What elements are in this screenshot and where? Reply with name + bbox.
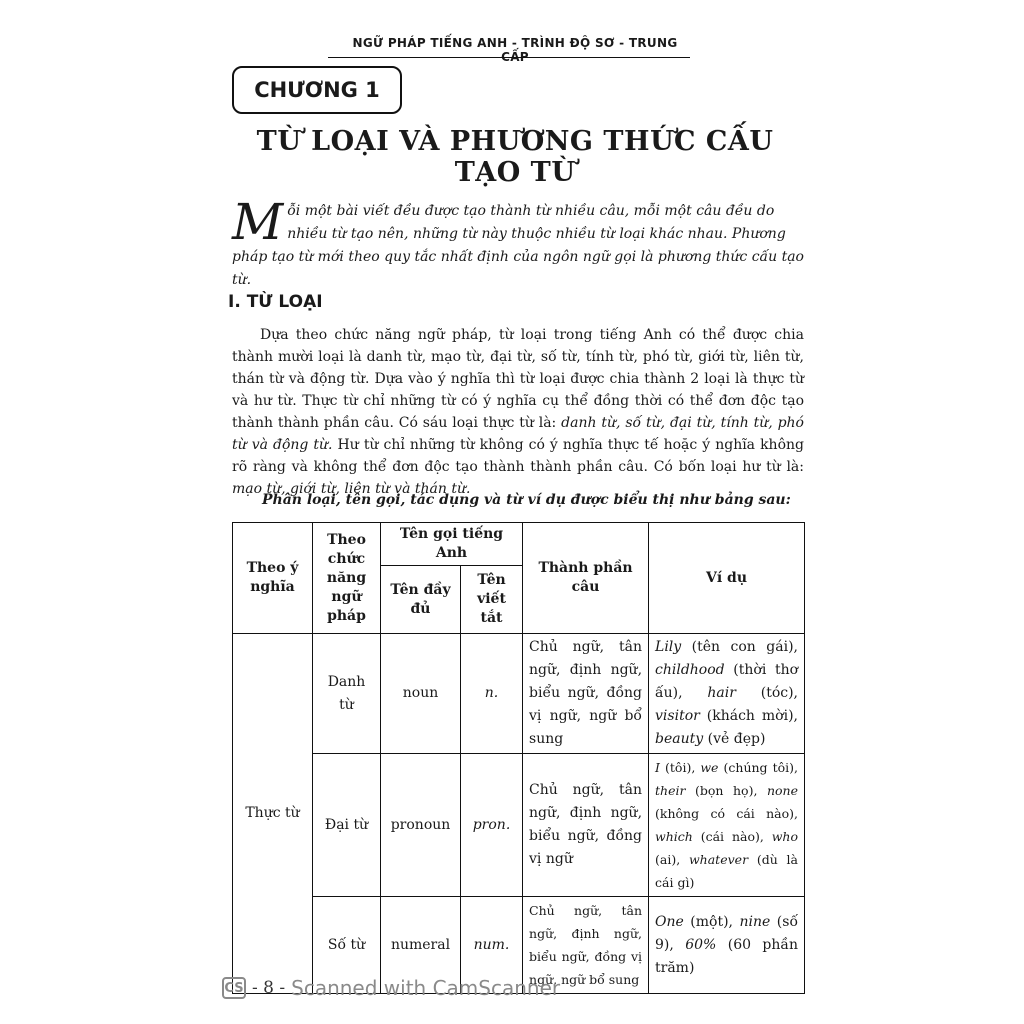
header-abbrev: Tên viết tắt xyxy=(461,566,523,634)
full-name-cell: pronoun xyxy=(381,754,461,897)
example-gloss: (60 phần trăm) xyxy=(655,936,798,976)
example-gloss: (tên con gái), xyxy=(681,639,799,655)
example-word: none xyxy=(766,783,799,798)
example-gloss: (dù là cái gì) xyxy=(655,852,799,890)
example-word: 60% xyxy=(685,936,717,953)
example-word: which xyxy=(655,829,693,844)
component-cell: Chủ ngữ, tân ngữ, định ngữ, biểu ngữ, đồng vị ngữ, ngữ bổ sung xyxy=(523,897,649,994)
header-english-name: Tên gọi tiếng Anh xyxy=(381,523,523,566)
header-sentence-component: Thành phần câu xyxy=(523,523,649,634)
running-header: NGỮ PHÁP TIẾNG ANH - TRÌNH ĐỘ SƠ - TRUNG CẤP xyxy=(352,36,678,64)
content-words-list: danh từ, số từ, đại từ, tính từ, phó từ và động từ. xyxy=(232,415,804,453)
example-gloss: (một), xyxy=(683,913,740,930)
word-class-table xyxy=(232,522,805,994)
example-word: who xyxy=(771,829,799,844)
body-text-a: Dựa theo chức năng ngữ pháp, từ loại trong tiếng Anh có thể được chia thành mười loại là danh từ, mạo từ, đại từ, số từ, tính từ, phó từ, giới từ, liên từ, thán từ và động từ. Dựa vào ý nghĩa thì từ loại được chia thành 2 loại là thực từ và hư từ. Thực từ chỉ những từ có ý nghĩa cụ thể đồng thời có thể đơn độc tạo thành thành phần câu. Có sáu loại thực từ là: xyxy=(232,327,804,431)
example-cell xyxy=(649,634,805,754)
component-cell: Chủ ngữ, tân ngữ, định ngữ, biểu ngữ, đồng vị ngữ xyxy=(523,754,649,897)
drop-cap: M xyxy=(232,193,284,251)
example-word: childhood xyxy=(655,662,725,678)
chapter-label-box xyxy=(232,66,402,114)
example-word: whatever xyxy=(688,852,749,867)
example-gloss: (chúng tôi), xyxy=(718,760,799,775)
function-cell: Số từ xyxy=(313,897,381,994)
example-gloss: (bọn họ), xyxy=(685,783,767,798)
group-cell: Thực từ xyxy=(233,634,313,994)
example-cell xyxy=(649,754,805,897)
function-cell: Danh từ xyxy=(313,634,381,754)
camscanner-watermark xyxy=(222,976,560,1000)
example-cell xyxy=(649,897,805,994)
camscanner-icon: CS xyxy=(222,977,246,999)
example-gloss: (khách mời), xyxy=(699,708,799,724)
component-cell: Chủ ngữ, tân ngữ, định ngữ, biểu ngữ, đồng vị ngữ, ngữ bổ sung xyxy=(523,634,649,754)
example-gloss: (vẻ đẹp) xyxy=(703,731,766,747)
example-word: One xyxy=(655,913,684,930)
example-word: nine xyxy=(739,913,771,930)
table-row xyxy=(233,634,805,754)
section-heading: I. TỪ LOẠI xyxy=(228,292,323,312)
table-header-row xyxy=(233,523,805,566)
header-meaning: Theo ý nghĩa xyxy=(233,523,313,634)
watermark-text: Scanned with CamScanner xyxy=(291,976,561,1000)
example-gloss: (số 9), xyxy=(655,913,799,953)
table-caption: Phân loại, tên gọi, tác dụng và từ ví dụ được biểu thị như bảng sau: xyxy=(262,492,791,508)
header-grammar-function: Theo chức năng ngữ pháp xyxy=(313,523,381,634)
header-rule xyxy=(328,57,690,58)
full-name-cell: numeral xyxy=(381,897,461,994)
example-gloss: (không có cái nào), xyxy=(655,806,799,821)
example-word: visitor xyxy=(655,708,700,724)
example-word: I xyxy=(655,760,660,775)
example-word: hair xyxy=(707,685,736,701)
example-word: their xyxy=(655,783,686,798)
full-name-cell: noun xyxy=(381,634,461,754)
example-gloss: (tôi), xyxy=(659,760,701,775)
example-gloss: (tóc), xyxy=(735,685,799,701)
example-gloss: (cái nào), xyxy=(692,829,772,844)
intro-paragraph xyxy=(232,193,804,292)
example-word: we xyxy=(700,760,719,775)
table-row xyxy=(233,754,805,897)
chapter-title: TỪ LOẠI VÀ PHƯƠNG THỨC CẤU TẠO TỪ xyxy=(256,126,774,188)
intro-text: ỗi một bài viết đều được tạo thành từ nhiều câu, mỗi một câu đều do nhiều từ tạo nên, những từ này thuộc nhiều từ loại khác nhau. Phương pháp tạo từ mới theo quy tắc nhất định của ngôn ngữ gọi là phương thức cấu tạo từ. xyxy=(232,203,804,288)
abbrev-cell: pron. xyxy=(461,754,523,897)
abbrev-cell: n. xyxy=(461,634,523,754)
function-cell: Đại từ xyxy=(313,754,381,897)
example-word: Lily xyxy=(655,639,682,655)
chapter-label: CHƯƠNG 1 xyxy=(254,78,380,102)
body-paragraph xyxy=(232,324,804,500)
header-full-name: Tên đầy đủ xyxy=(381,566,461,634)
example-gloss: (thời thơ ấu), xyxy=(655,662,799,701)
function-words-list: mạo từ, giới từ, liên từ và thán từ. xyxy=(232,481,471,497)
body-text-b: Hư từ chỉ những từ không có ý nghĩa thực tế hoặc ý nghĩa không rõ ràng và không thể đơn độc tạo thành thành phần câu. Có bốn loại hư từ là: xyxy=(232,437,804,475)
example-gloss: (ai), xyxy=(655,852,689,867)
example-word: beauty xyxy=(655,731,704,747)
page-number: - 8 - xyxy=(252,978,286,998)
header-example: Ví dụ xyxy=(649,523,805,634)
abbrev-cell: num. xyxy=(461,897,523,994)
